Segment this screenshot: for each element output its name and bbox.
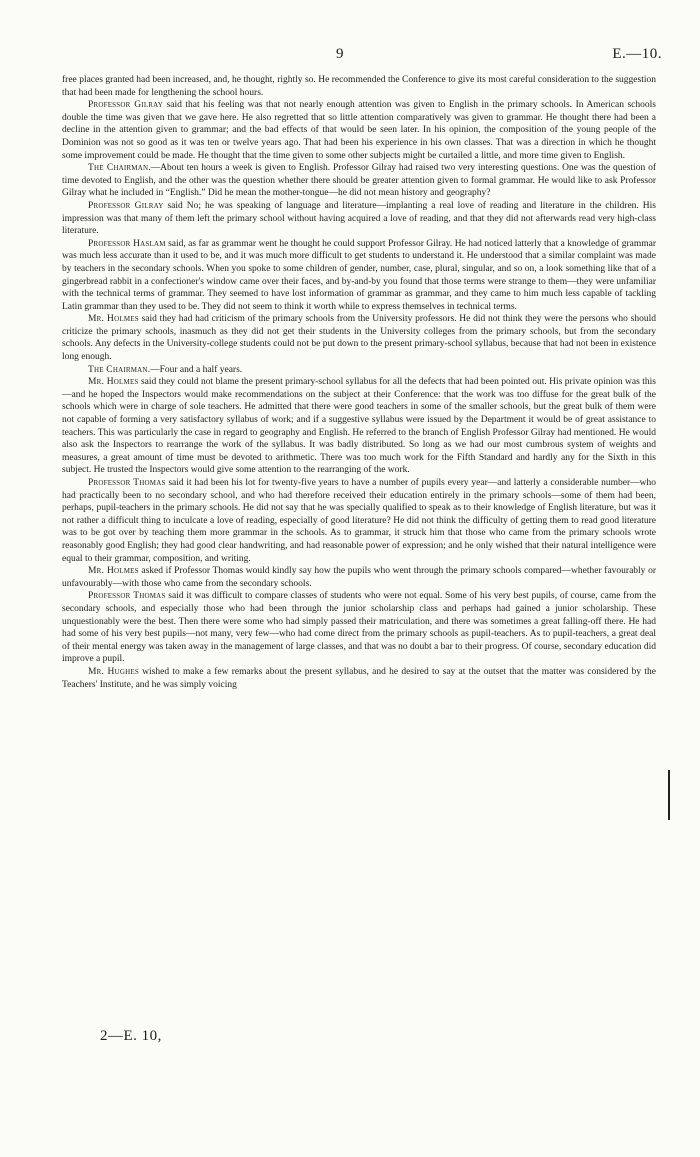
speaker-name: Mr. Holmes xyxy=(88,377,139,388)
paragraph-text: said it had been his lot for twenty-five years to have a number of pupils every year—and latterly a considerable number—who had practically been to no secondary school, and who had therefore received their education entirely in the primary schools—some of them had been, perhaps, pupil-teachers in the primary schools. He did not say that he was specially qualified to speak as to their knowledge of English literature, but was it not rather a difficult thing to inculcate a love of reading, especially of good literature? He did not think the difficulty of getting them to read good literature was to be got over by teaching them more grammar in the schools. As to grammar, it struck him that those who came from the primary schools wrote reasonably good English; they had good clear handwriting, and had reasonable power of expression; and he only wished that their natural intelligence were equal to their grammar, composition, and writing. xyxy=(62,478,656,564)
paragraph xyxy=(62,376,656,477)
paragraph xyxy=(62,162,656,200)
speaker-name: The Chairman xyxy=(88,364,148,375)
paragraph xyxy=(62,238,656,314)
signature-mark: 2—E. 10, xyxy=(100,1028,162,1044)
paragraph-text: said they could not blame the present primary-school syllabus for all the defects that had been pointed out. His private opinion was this—and he hoped the Inspectors would make recommendations on the subject at their Conference: that the work was too diffuse for the great bulk of the schools which were in charge of sole teachers. He admitted that there were good teachers in some of the smaller schools, but the great bulk of them were not capable of forming a very satisfactory syllabus of work; and if a suggestive syllabus were issued by the Department it would be of great assistance to teachers. This was particularly the case in regard to geography and English. He referred to the branch of English Professor Gilray had mentioned. He would also ask the Inspectors to rearrange the work of the syllabus. It was badly distributed. So long as we had our most cumbrous system of weights and measures, a great amount of time must be devoted to arithmetic. There was too much work for the Fifth Standard and hardly any for the Sixth in this subject. He trusted the Inspectors would give some attention to the rearranging of the work. xyxy=(62,377,656,476)
document-code: E.—10. xyxy=(612,46,662,62)
speaker-name: The Chairman xyxy=(88,163,149,174)
speaker-name: Mr. Holmes xyxy=(88,566,139,577)
paragraph-text: free places granted had been increased, and, he thought, rightly so. He recommended the Conference to give its most careful consideration to the suggestion that had been made for lengthening the school hours. xyxy=(62,75,656,98)
speaker-name: Professor Haslam xyxy=(88,238,166,249)
paragraph xyxy=(62,74,656,99)
paragraph-text: said that his feeling was that not nearly enough attention was given to English in the primary schools. In American schools double the time was given that we gave here. He also regretted that so little attention comparatively was given to grammar. He thought there had been a decline in the attention given to grammar; and the bad effects of that would be seen later. In his opinion, the composition of the young people of the Dominion was not so good as it was ten or twelve years ago. That had been his experience in his own classes. That was a direction in which he thought some improvement could be made. He thought that the time given to some other subjects might be curtailed a little, and more time given to English. xyxy=(62,100,656,161)
paragraph xyxy=(62,364,656,377)
page-number: 9 xyxy=(336,46,344,62)
paragraph-text: .—Four and a half years. xyxy=(147,364,243,375)
speaker-name: Professor Gilray xyxy=(88,200,164,211)
paragraph-text: said they had had criticism of the primary schools from the University professors. He did not think they were the persons who should criticize the primary schools, inasmuch as they did not get their students in the University colleges from the primary schools, but from the secondary schools. Any defects in the University-college students could not be put down to the present primary-school syllabus, because that had not been in existence long enough. xyxy=(62,314,656,363)
paragraph xyxy=(62,666,656,691)
paragraph xyxy=(62,590,656,666)
speaker-name: Mr. Holmes xyxy=(88,314,139,325)
paragraph-text: .—About ten hours a week is given to English. Professor Gilray had raised two very interesting questions. One was the question of time devoted to English, and the other was the question whether there should be greater attention given to formal grammar. He would like to ask Professor Gilray what he included in “English.” Did he mean the mother-tongue—he did not mean history and geography? xyxy=(62,163,656,199)
speaker-name: Professor Thomas xyxy=(88,591,166,602)
body-text xyxy=(62,74,656,691)
margin-mark xyxy=(668,770,670,820)
paragraph xyxy=(62,565,656,590)
paragraph xyxy=(62,99,656,162)
speaker-name: Professor Thomas xyxy=(88,478,166,488)
speaker-name: Mr. Hughes xyxy=(88,666,139,677)
paragraph xyxy=(62,477,656,565)
paragraph xyxy=(62,200,656,238)
paragraph-text: said No; he was speaking of language and literature—implanting a real love of reading and literature in the children. His impression was that many of them left the primary school without having acquired a love of reading, and that they did not afterwards read very high-class literature. xyxy=(62,200,656,237)
paragraph-text: wished to make a few remarks about the present syllabus, and he desired to say at the outset that the matter was considered by the Teachers' Institute, and he was simply voicing xyxy=(62,666,657,690)
paragraph-text: asked if Professor Thomas would kindly say how the pupils who went through the primary schools compared—whether favourably or unfavourably—with those who came from the secondary schools. xyxy=(62,566,656,589)
paragraph-text: said it was difficult to compare classes of students who were not equal. Some of his very best pupils, of course, came from the secondary schools, and especially those who had been through the junior scholarship class and perhaps had gained a junior scholarship. These unquestionably were the best. Then there were some who had simply passed their matriculation, and there was sometimes a great falling-off there. He had had some of his very best pupils—not many, very few—who had come direct from the primary schools as pupil-teachers. As to pupil-teachers, a great deal of their mental energy was taken away in the management of large classes, and that was no doubt a bar to their progress. Of course, secondary education did improve a pupil. xyxy=(62,591,656,665)
speaker-name: Professor Gilray xyxy=(88,100,164,111)
paragraph-text: said, as far as grammar went he thought he could support Professor Gilray. He had noticed latterly that a knowledge of grammar was much less accurate than it used to be, and it was much more difficult to get students to understand it. He understood that a similar complaint was made by teachers in the secondary schools. When you spoke to some children of gender, number, case, plural, singular, and so on, a look something like that of a gingerbread rabbit in a confectioner's window came over their faces, and by-and-by you found that those terms were strange to them—they were unfamiliar with the technical terms of grammar. They seemed to have lost information of grammar as grammar, and they came to him much less capable of tackling Latin grammar than they used to be. They did not seem to think it worth while to express themselves in technical terms. xyxy=(62,238,656,312)
paragraph xyxy=(62,313,656,363)
